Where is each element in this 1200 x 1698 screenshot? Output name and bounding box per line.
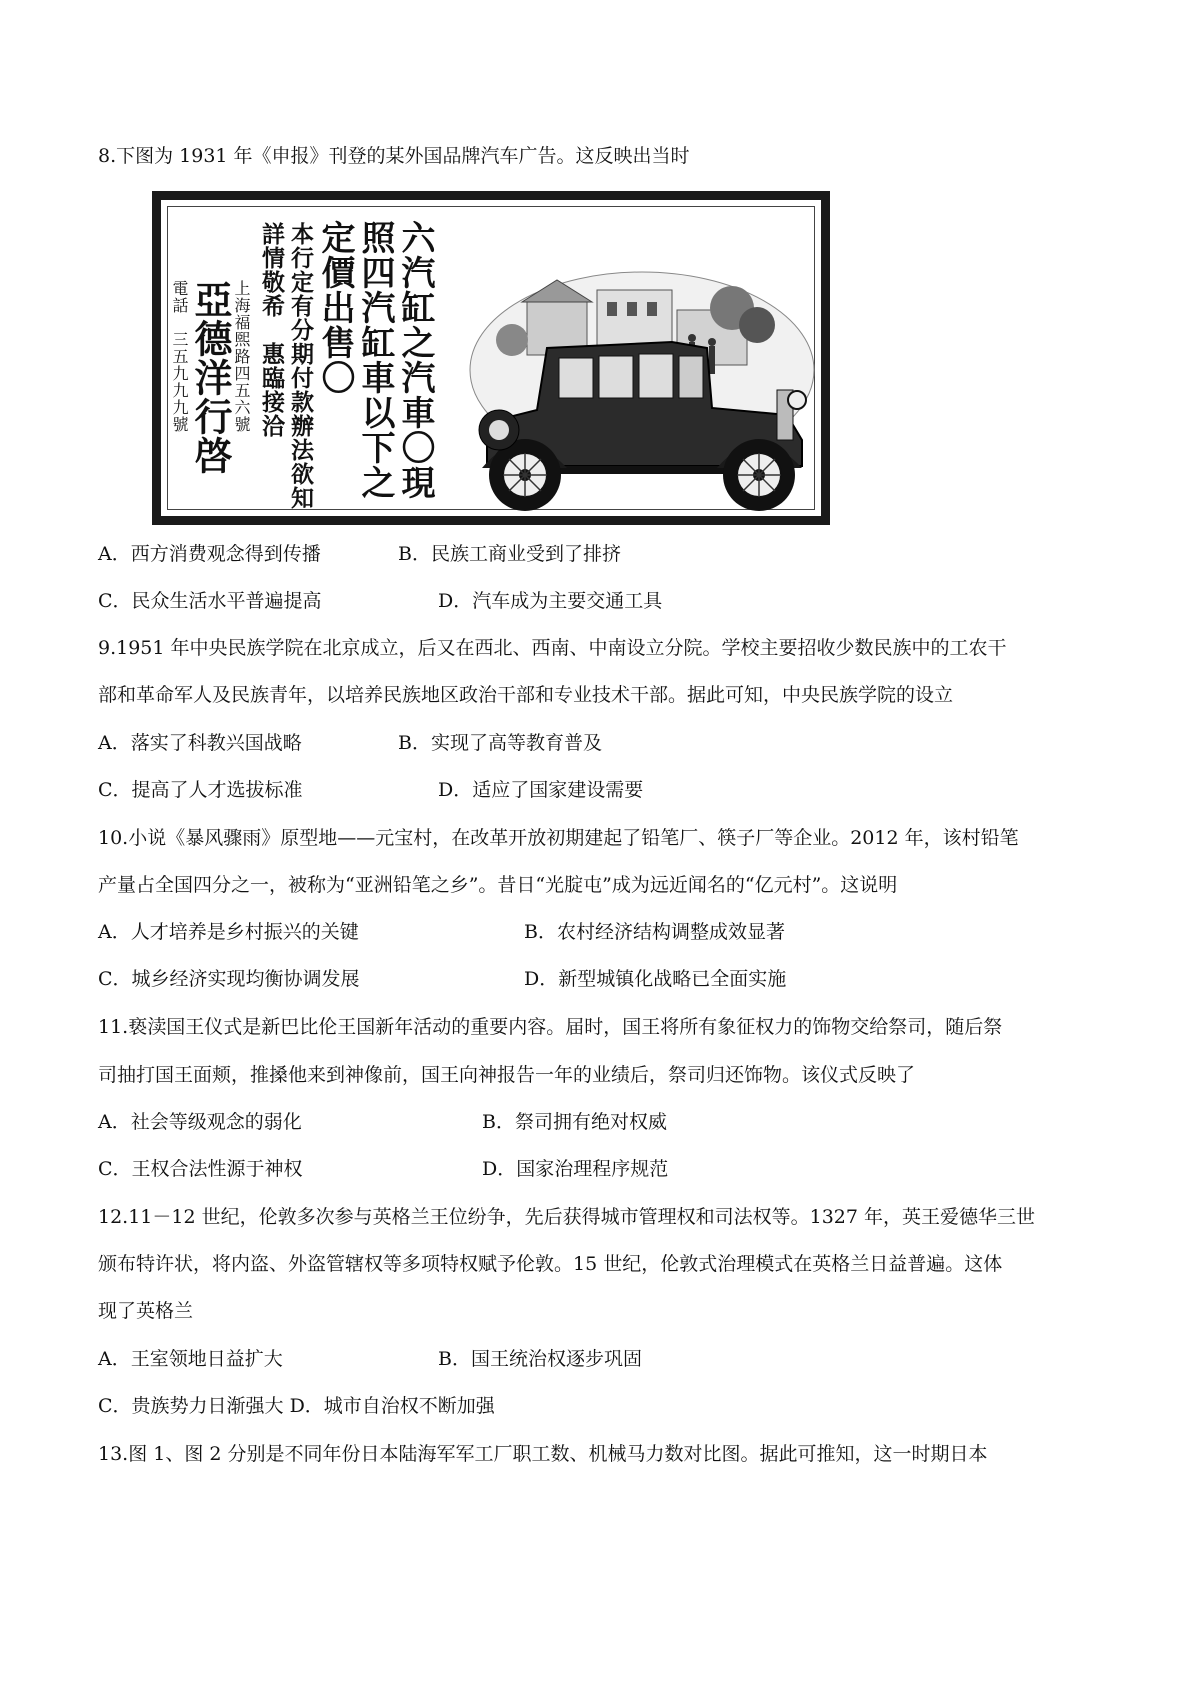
ad-text-col-4: 本行定有分期付款辦法欲知	[287, 222, 314, 510]
q12-option-a: A．王室领地日益扩大	[98, 1348, 283, 1370]
q12-option-b: B．国王统治权逐步巩固	[438, 1348, 642, 1370]
ad-brand-name: 亞德洋行啓	[188, 280, 233, 475]
q12-stem-line-1: 12.11－12 世纪，伦敦多次参与英格兰王位纷争，先后获得城市管理权和司法权等。1327 年，英王爱德华三世	[98, 1206, 1036, 1228]
q9-option-d: D．适应了国家建设需要	[438, 779, 644, 801]
q13-stem: 13.图 1、图 2 分别是不同年份日本陆海军军工厂职工数、机械马力数对比图。据此可推知，这一时期日本	[98, 1443, 988, 1465]
q10-option-d: D．新型城镇化战略已全面实施	[524, 968, 787, 990]
q8-option-c: C．民众生活水平普遍提高	[98, 590, 322, 612]
q9-option-b: B．实现了高等教育普及	[398, 732, 602, 754]
ad-text-col-2: 照四汽缸車以下之	[355, 220, 395, 500]
q10-option-b: B．农村经济结构调整成效显著	[524, 921, 785, 943]
q11-option-c: C．王权合法性源于神权	[98, 1158, 303, 1180]
q12-stem-line-3: 现了英格兰	[98, 1300, 194, 1322]
q9-stem-line-1: 9.1951 年中央民族学院在北京成立，后又在西北、西南、中南设立分院。学校主要招收少数民族中的工农干	[98, 637, 1007, 659]
ad-address: 上海福煕路四五六號	[232, 280, 251, 433]
q8-option-a: A．西方消费观念得到传播	[98, 543, 321, 565]
q11-option-b: B．祭司拥有绝对权威	[482, 1111, 667, 1133]
q10-stem-line-1: 10.小说《暴风骤雨》原型地——元宝村，在改革开放初期建起了铅笔厂、筷子厂等企业。2012 年，该村铅笔	[98, 827, 1019, 849]
q11-stem-line-2: 司抽打国王面颊，推搡他来到神像前，国王向神报告一年的业绩后，祭司归还饰物。该仪式反映了	[98, 1064, 916, 1086]
car-advertisement	[152, 191, 830, 525]
q11-option-a: A．社会等级观念的弱化	[98, 1111, 302, 1133]
q11-stem-line-1: 11.亵渎国王仪式是新巴比伦王国新年活动的重要内容。届时，国王将所有象征权力的饰物交给祭司，随后祭	[98, 1016, 1003, 1038]
vintage-car-illustration	[467, 270, 817, 518]
q10-option-c: C．城乡经济实现均衡协调发展	[98, 968, 360, 990]
ad-text-col-3: 定價出售〇	[315, 220, 355, 395]
q10-option-a: A．人才培养是乡村振兴的关键	[98, 921, 359, 943]
q11-option-d: D．国家治理程序规范	[482, 1158, 669, 1180]
q8-option-b: B．民族工商业受到了排挤	[398, 543, 621, 565]
ad-phone: 電話 三五九九九號	[170, 280, 189, 433]
q9-option-a: A．落实了科教兴国战略	[98, 732, 302, 754]
q12-stem-line-2: 颁布特许状，将内盗、外盗管辖权等多项特权赋予伦敦。15 世纪，伦敦式治理模式在英格兰日益普遍。这体	[98, 1253, 1003, 1275]
q9-option-c: C．提高了人才选拔标准	[98, 779, 303, 801]
q9-stem-line-2: 部和革命军人及民族青年，以培养民族地区政治干部和专业技术干部。据此可知，中央民族学院的设立	[98, 684, 954, 706]
ad-text-col-5: 詳情敬希 惠臨接洽	[258, 222, 285, 438]
ad-text-col-1: 六汽缸之汽車〇現	[395, 220, 435, 500]
q8-option-d: D．汽车成为主要交通工具	[438, 590, 663, 612]
q10-stem-line-2: 产量占全国四分之一，被称为“亚洲铅笔之乡”。昔日“光腚屯”成为远近闻名的“亿元村”。这说明	[98, 874, 898, 896]
q12-option-c-d: C．贵族势力日渐强大 D．城市自治权不断加强	[98, 1395, 495, 1417]
q8-stem: 8.下图为 1931 年《申报》刊登的某外国品牌汽车广告。这反映出当时	[98, 145, 690, 167]
